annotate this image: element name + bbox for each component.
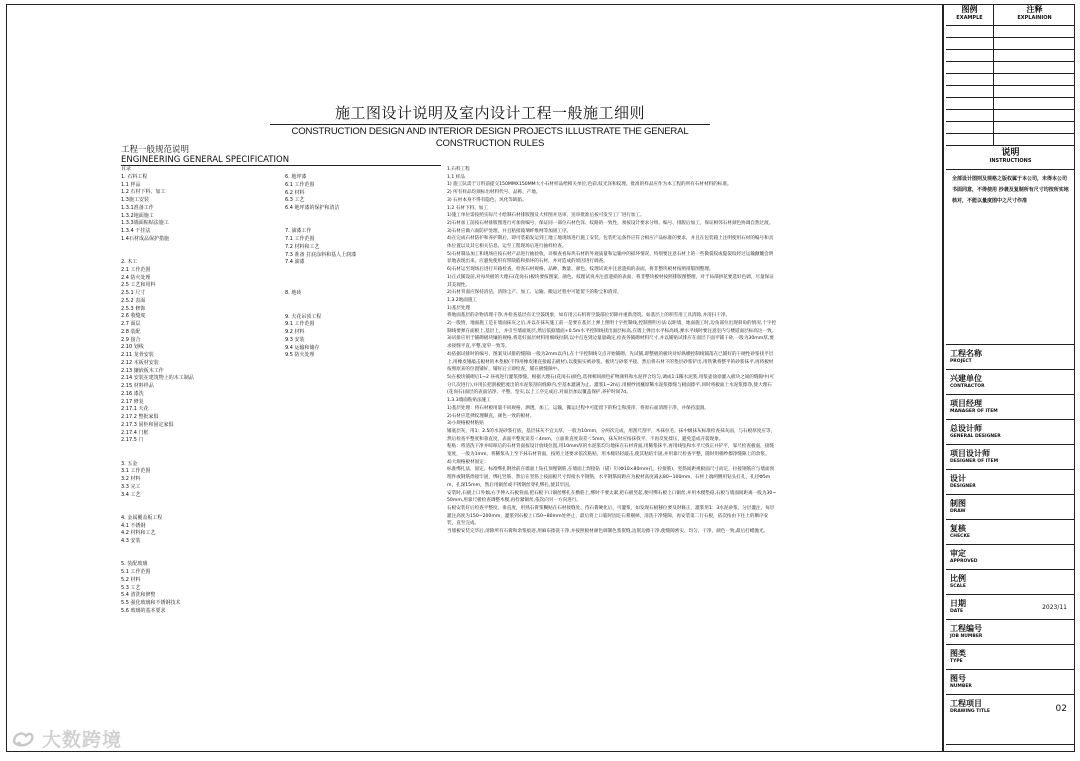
toc-item: 4.1 不锈钢 [121,522,146,529]
field-label-en: MANAGER OF ITEM [950,409,998,414]
body-paragraph: 1.3.3墙面粘贴法施工 [447,398,491,404]
toc-item: 5.4 清洗和修整 [121,592,156,599]
toc-item [121,244,194,252]
field-label-en: CHECKE [950,534,971,539]
title-block [946,4,1075,752]
title-field [946,595,1075,620]
toc-item: 3.1 工作范围 [121,468,151,475]
body-paragraph: 安装时,石板上口外倾,右手伸入石板背面,把石板下口铜丝绑扎在横筋上,绑时不要太紧,把石板竖起,便可绑石板上口铜丝,并用木楔垫稳,石板与墙面间距离一般为30~50mm,用靠尺板检查调整木楔,再拴紧铜丝,依次向另一方向进行。 [447,490,777,504]
toc-item: 9. 夫花吊顶工程 [285,313,322,320]
toc-item: 7.1 工作范围 [285,236,315,242]
toc-item: 2.10 划线 [121,344,144,351]
body-paragraph: 1.3.2地面施工 [447,297,478,303]
toc-item: 6.1 工作范围 [285,181,315,188]
field-label: 总设计师 [950,424,982,433]
body-paragraph: 2)一般情，地面施工是在墙面抹灰之后,并以在抹灰施工前一是要在基层上弹上照明十字控制线,控制照明方法:以距墙，地面施工时,边角部位出现斜角的情况,十字控制线要弹在面板上,基层上，并引至墙面底层,然后依据墙面+0.5m水平控制线找出面层标高,在墙上弹出水平标高线,弹水平线时要注意室内与楼道面层标高这一致。 [447,321,777,334]
toc-item: 6.3 工艺 [285,197,305,204]
toc-item: 1.3.3墙面粘贴法施工 [121,220,169,227]
document-title [270,104,710,150]
toc-item: 1.1 样品 [121,181,141,188]
body-paragraph: 1)正式铺设前,对每块板的大理石(花岗石)板块要按图案、颜色、纹理试说并注意遗损的表面，将非整块板材按照排版图整理，对于局部拼花要选好色调，尽量保证其美观性。 [447,274,774,288]
field-label: 比例 [950,574,966,583]
field-label: 工程编号 [950,624,982,633]
toc-item: 1.4石材成品保护措施 [121,235,169,242]
toc-item: 2.17.4 门框 [121,429,149,436]
body-paragraph: 将地面基层的杂物清理干净,并检查基层有无空鼓现象，如有用云石机将空鼓部位切除并重新浇筑。如基层上的积雪用工具清除,并清扫干净。 [447,313,731,319]
title-block-fields [946,344,1075,745]
toc-item: 目录 [121,166,132,172]
legend-row [946,38,1075,50]
toc-item: 1.3.1准备工作 [121,204,154,211]
field-label: 工程项目 [950,699,982,708]
toc-item: 2.4 防火处理 [121,274,151,281]
instructions-text: 全部设计图则及规格之版权属于本公司，未得本公司书面同意，不得使用 抄袭及复制所有尺寸均按所实地核对，不能以量度图中之尺寸作准 [952,176,1069,204]
field-label: 复核 [950,524,966,533]
toc-item: 1.2 石材下料、加工 [121,189,166,196]
toc-item [285,298,356,306]
field-value: 02 [1055,704,1067,714]
field-label-en: NUMBER [950,684,972,689]
legend-row [946,74,1075,86]
toc-item: 2.11 龙骨安装 [121,352,154,358]
toc-left-column [121,166,194,616]
field-label: 设计 [950,474,966,483]
legend-row [946,50,1075,62]
toc-item [121,499,194,507]
toc-item: 3.4 工艺 [121,491,141,498]
legend-row [946,98,1075,110]
body-paragraph: 1.石料工程 [447,167,470,172]
field-label: 制图 [950,499,966,508]
body-paragraph: 3) 石材本身不得有隐色、风化等缺陷。 [447,197,527,203]
toc-item: 4.2 材料和工艺 [121,530,156,537]
title-field [946,520,1075,545]
field-label: 审定 [950,549,966,558]
toc-middle-column [285,174,356,360]
field-value: 2023/11 [1042,604,1067,611]
toc-item: 2.5.1 尺寸 [121,290,146,296]
legend-header [946,4,1075,26]
body-paragraph: 粘贴：将清洗干净并晾晾后的石材背面按设计放线位置,用10mm厚的水泥浆均匀地抹在石材背面,用稀浆抹平,再用线坠和水平尺找正并铲平，靠尺检查板面，接缝宽度，一般为1mm，将稀浆从上至下抹石材背面，按照上述要求依次粘贴，用木槌轻轻敲击,使其粘结牢固,并用靠尺检查平整，随时用棉纱擦净缝隙上的余浆。 [447,444,774,458]
body-paragraph: 5)在板块铺砌后1~2 昼夜进行灌浆擦缝。根据大理石(花岗石)颜色,选择相同颜色矿物颜料和水泥拌合均匀,调成1:1稀水泥浆,用浆壶徐徐灌入板块之间的缝隙中(可分几次进行),并用长把刮板把流出的水泥浆刮向缝隙内,至基本灌满为止。灌浆1~2h后,用棉纱团蘸原稀水泥浆擦缝与板面擦平,同时将板面上水泥浆擦净,使大理石(花岗石)面层的表面洁净、平整、坚实,以上工序完成后,对面层加以覆盖保护,养护时间7d。 [447,374,775,396]
toc-item: 6.4 地坪漆的保护和清洁 [285,205,340,211]
toc-item: 2.6 收缝度 [121,313,146,320]
toc-item: 2.12 木板材安装 [121,359,159,366]
title-field [946,470,1075,495]
toc-item: 2.13 镶嵌板木工作 [121,367,164,374]
title-field [946,345,1075,370]
title-field [946,445,1075,470]
toc-item: 2.17.1 天花 [121,406,149,413]
title-field [946,670,1075,695]
body-paragraph: 1)基层处理 [447,305,471,311]
toc-item: 5. 装配玻璃 [121,561,148,568]
title-en: CONSTRUCTION DESIGN AND INTERIOR DESIGN PROJECTS ILLUSTRATE THE GENERAL CONSTRUCTION RULES [270,124,710,150]
watermark [10,725,122,752]
legend-row [946,110,1075,122]
toc-item: 7.2 材料和工艺 [285,243,320,250]
field-label-en: GENERAL DESIGNER [950,434,1001,439]
field-label: 日期 [950,599,966,608]
body-paragraph: 2) 所有样品均须标出材料代号、品称、产地。 [447,190,541,196]
body-paragraph: 1) 施工队需于订料前提交150MMX150MM大小石材样品给相关单位,色彩,纹光泽和纹理。批准的样品应作为本工程的所有石材材料的标准。 [447,182,732,188]
toc-item: 3. 五金 [121,460,138,467]
field-label-en: SCALE [950,584,966,589]
body-paragraph: 石板安装好后检查平整度、垂直度，用熟石膏浆糊贴在石材接缝处，待石膏硬化后，可灌浆，如发现石板移位要及时修正，灌浆用1：3水泥砂浆，分层灌注，每层灌注高度为150~200mm，灌浆到石板上口50~80mm处停止，最后将上口临时固定石膏剔掉，清洗干净缝隙，再安装第二行石板，依次按由下往上的顺序安装，直至完成。 [447,505,775,527]
spec-heading-zh: 工程一般规范说明 [121,145,190,155]
toc-item: 2.7 面层 [121,321,141,327]
toc-item [285,213,356,221]
legend-row [946,26,1075,38]
field-label-en: APPROVED [950,559,978,564]
toc-item: 6. 地坪漆 [285,174,307,180]
toc-item [121,251,194,259]
field-label-en: JOB NUMBER [950,634,983,639]
note-label-en: EXPLAINION [1017,15,1052,21]
construction-rules-text [447,166,777,536]
field-label-en: DRAWING TITLE [950,709,990,714]
toc-item [121,546,194,554]
title-field [946,495,1075,520]
watermark-text: 大数跨境 [42,729,123,751]
toc-item: 9.1 工作范围 [285,321,315,328]
watermark-logo-icon [10,728,36,750]
legend-row [946,134,1075,146]
title-field [946,695,1075,745]
legend-row [946,86,1075,98]
legend-label-en: EXAMPLE [956,15,983,21]
body-paragraph: 5)石材制品加工和现场应按石材产品进行抽验收。详细查看每块石材的外观质量和运输中的损坏情况，特别要注意石材上的一些微裂纹或隐裂纹经过运输颠簸会明显地表现出来。应避免使用有带缺陷和损坏的石材，并对造成的原因进行调查。 [447,251,774,265]
toc-item: 6.2 材料 [285,189,305,196]
toc-item [121,453,194,461]
toc-item: 3.2 材料 [121,476,141,482]
toc-item: 5.3 工艺 [121,584,141,591]
toc-item: 4. 金属覆盖板工程 [121,514,163,521]
body-paragraph: 2)石材加工前按石材排版图进行可加预编号，保证同一部位石材色泽、纹路的一致性，须按设计要求分组、编号、排版后加工，保证相邻石材颜色协调自然过渡。 [447,220,774,226]
toc-item: 1.3.4 干挂法 [121,228,151,234]
title-field [946,570,1075,595]
note-label: 注释 [1026,5,1043,14]
legend-row [946,62,1075,74]
field-label: 兴建单位 [950,374,982,383]
toc-item: 2.5 工艺和用料 [121,282,156,289]
toc-item: 8. 地砖 [285,290,302,297]
body-paragraph: 4)在完成石材防护和养护期后，即可装箱发运到工地工地现场进行施工安装。包装贮运条件应符合相应产品标准的要求，并且在包装箱上注明使用石材的编号和具体位置以及其它相关信息。运至工程现场后进行抽样检查。 [447,236,774,250]
body-paragraph: 1.2 石材下料、加工 [447,205,488,211]
spec-heading-en: ENGINEERING GENERAL SPECIFICATION [121,155,290,165]
instructions-header [946,146,1075,170]
toc-item: 7.3 准备 打底涂料和基人上润漆 [285,251,357,258]
field-label-en: DRAW [950,509,966,514]
toc-item: 9.2 材料 [285,329,305,335]
body-paragraph: 3)石材应做六面防护处理，并且粘接玻璃纤维网等加固工序。 [447,228,572,234]
title-field [946,370,1075,395]
body-paragraph: 1.1 样品 [447,174,465,180]
instructions-label: 说明 [1001,148,1020,158]
title-field [946,545,1075,570]
legend-table [946,26,1075,146]
body-paragraph: 2)石材背面应保持清洁，清除尘产、加工、运输、搬运过程中可能留下的粉尘和渣滓。 [447,290,622,296]
body-paragraph: 1)基层处理：将石材板用量不同规格，洒透，加工，运输，搬运过程中可能留下的粉尘和渣滓，将原石面清理干净，并保持湿润。 [447,405,709,411]
field-label: 工程名称 [950,349,982,358]
body-paragraph: 4)大规格板材固定： [447,459,489,465]
body-paragraph: 3)小规格板材粘贴 [447,421,484,427]
title-field [946,395,1075,420]
body-paragraph: 6)石材运至现场后进行开箱检查，检查石材规格、品种、数量、颜色、纹理试说并注意遗损的表面，将非整块板材按照排版图整理。 [447,267,714,273]
toc-item: 2.5.2 表面 [121,297,146,304]
toc-item: 2.17.2 整批家俱 [121,414,159,420]
body-paragraph: 当墙板安装完毕后,清除所有石膏和余浆痕迹,用麻布擦洗干净,并按照板材颜色调制色浆嵌缝,边嵌边擦干净,使缝隙密实、均匀、干净、颜色一致,最后打蜡抛光。 [447,529,769,535]
toc-item: 5.1 工作范围 [121,569,151,575]
body-paragraph: 铺底层灰，用1：2.5的水泥砂浆打底，基层抹灰不宜太厚，一般为10mm，分两次完成，用刮尺刮平，木抹拉毛，抹中级抹灰标准检查抹灰面，与石板厚度应等，然后检查平整度和垂直度，表面平整度误差＜4mm，立面垂直度误差＜5mm，抹灰时应按抹找平，不再反复揉压，避免造成开裂现象。 [447,428,776,442]
toc-item [285,267,356,275]
toc-item: 2.5.3 修饰 [121,305,146,312]
field-label-en: TYPE [950,659,963,664]
toc-item: 2. 木工 [121,259,138,265]
toc-item [285,275,356,283]
body-paragraph: 4)依据试排时的编号、图案及试排的缝隙(一般为2mm以内),在十字控制线交点开始铺砌。先试铺,即整板的板块对好纵横控制线铺落在已铺好的干硬性砂浆找平层上,用橡皮锤敲击板材的木垫板(不得用橡皮锤直接敲击板材),以使振实被砂浆。板块与砂浆平接，然后将石材下的垫层砂浆铲出,用铁锹将整平的砂浆抹平,再将板材按照原来的位置铺好，铺好后立即检查，铺在板缝隙中。 [447,351,774,373]
toc-item: 2.8 装配 [121,328,141,335]
field-label: 图号 [950,674,966,683]
legend-row [946,122,1075,134]
title-zh: 施工图设计说明及室内设计工程一般施工细则 [334,104,645,122]
field-label: 项目经理 [950,399,982,408]
toc-item: 4.3 安装 [121,538,141,544]
toc-item: 9.3 安装 [285,336,305,343]
toc-item: 2.14 安装在建筑物上的木工制品 [121,375,194,382]
toc-item: 7.4 油漆 [285,259,305,266]
toc-item: 2.9 接合 [121,336,141,343]
toc-item: 1.3施工安装 [121,197,149,203]
legend-label: 图例 [961,5,978,14]
toc-item: 2.15 材料样品 [121,383,154,389]
toc-item: 3.3 完工 [121,483,141,490]
toc-item: 1.3.2地面施工 [121,212,154,219]
toc-item: 5.6 玻璃的基本要求 [121,607,166,614]
body-paragraph: 2)石材应选择纹理顺直，颜色一致的板材。 [447,413,535,419]
toc-item: 2.17 修复 [121,398,144,405]
toc-item: 9.4 运输和储存 [285,344,320,351]
field-label-en: CONTRACTOR [950,384,985,389]
field-label-en: DATE [950,609,964,614]
toc-item: 1. 石料工程 [121,173,148,180]
toc-item [121,445,194,453]
body-paragraph: 3)试排应用于铺砌板块镶的规格,将选好面层材料用细线拉制,以中点连到边量量确定,检查各铺砌材料尺寸,并以铺贴试排应在面层下面平铺干砂,一般为30mm厚,要求接缝平直,平整,宽窄一致等。 [447,336,774,350]
toc-item: 9.5 防火处理 [285,352,315,359]
field-label: 项目设计师 [950,449,990,458]
field-label-en: DESIGNER OF ITEM [950,459,999,464]
body-paragraph: 1)施工单位需按照实际尺寸绘制石材排版图及大样图并送审，送审批准后按可发至工厂进行加工。 [447,213,645,219]
toc-item [285,306,356,314]
toc-item: 2.16 漆洗 [121,390,144,397]
toc-item [121,507,194,515]
toc-item: 2.17.5 门 [121,437,144,444]
title-field [946,645,1075,670]
instructions-label-en: INSTRUCTIONS [989,158,1032,164]
toc-item: 5.5 强化玻璃和不锈钢技术 [121,600,181,606]
field-label-en: DESIGNER [950,484,976,489]
spec-heading [121,145,289,165]
toc-item: 5.2 材料 [121,576,141,583]
field-label: 图类 [950,649,966,658]
toc-item: 7. 油漆工作 [285,228,312,235]
toc-item: 2.17.3 固柜和固定家俱 [121,421,174,428]
field-label-en: PROJECT [950,359,972,364]
title-field [946,420,1075,445]
title-field [946,620,1075,645]
toc-item: 2.1 工作范围 [121,266,151,273]
body-paragraph: 标准绑扎法，固定，标准绑扎钢丝前在墙面上钻孔预埋钢筋,在墙面上焊接钻（锚）钉(Φ10×80mm孔，拉接筋)，竖筋间距视板面尺寸而定，拉接钢筋应与墙面预埋件或钢筋焊接牢固，绑扎竖筋，然后在竖筋上按面板尺寸焊接水平钢筋，水平钢筋间距应为板材高度减去80~100mm，石材上端两侧用钻头打孔，孔径Φ5mm，孔深15mm，然后用铜丝或不锈钢丝穿孔绑扎,使其牢固。 [447,467,775,488]
